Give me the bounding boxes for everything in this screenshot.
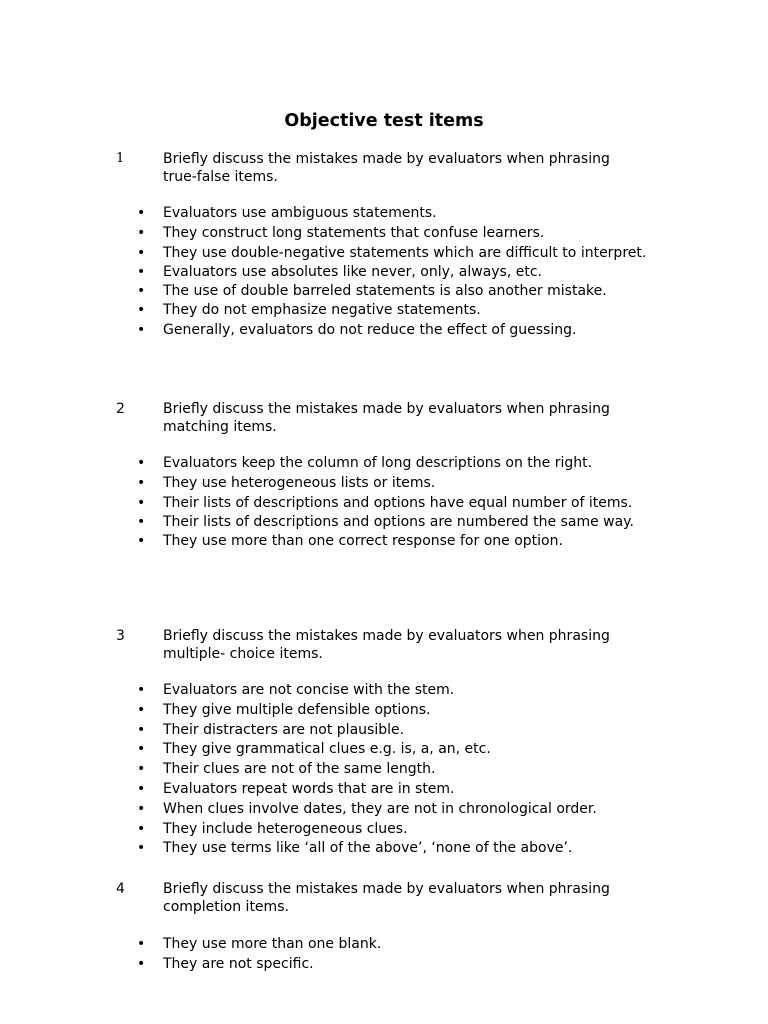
list-item [0, 263, 653, 283]
list-item [0, 780, 653, 800]
bullet-icon: • [137, 936, 146, 952]
bullet-icon: • [137, 494, 146, 511]
question-text: Briefly discuss the mistakes made by evaluators when phrasing multiple- choice items. [163, 628, 610, 662]
list-item-text: They use double-negative statements which are difficult to interpret. [163, 244, 647, 261]
question-number: 4 [116, 881, 125, 897]
bullet-icon: • [137, 224, 146, 241]
list-item [0, 513, 653, 532]
bullet-list [0, 935, 768, 975]
list-item-text: Generally, evaluators do not reduce the effect of guessing. [163, 322, 577, 339]
list-item [0, 681, 653, 701]
bullet-icon: • [137, 322, 146, 339]
list-item [0, 321, 653, 341]
bullet-icon: • [137, 721, 146, 738]
bullet-icon: • [137, 780, 146, 797]
bullet-icon: • [137, 205, 146, 221]
bullet-icon: • [137, 532, 146, 549]
question-number: 1 [116, 151, 125, 166]
list-item [0, 760, 653, 780]
list-item [0, 800, 653, 820]
list-item-text: Evaluators repeat words that are in stem. [163, 780, 455, 797]
bullet-icon: • [137, 761, 146, 778]
list-item-text: Evaluators keep the column of long descriptions on the right. [163, 455, 593, 471]
question-text: Briefly discuss the mistakes made by evaluators when phrasing completion items. [163, 881, 610, 915]
question-text: Briefly discuss the mistakes made by evaluators when phrasing matching items. [163, 401, 610, 435]
list-item-text: They use terms like ‘all of the above’, ‘none of the above’. [163, 840, 573, 857]
list-item-text: They use more than one blank. [163, 936, 382, 952]
list-item [0, 532, 653, 552]
bullet-icon: • [137, 302, 146, 319]
list-item-text: Their lists of descriptions and options are numbered the same way. [163, 513, 634, 530]
list-item [0, 224, 653, 244]
question-number: 2 [116, 401, 125, 417]
list-item [0, 701, 653, 721]
question-number: 3 [116, 628, 125, 644]
list-item-text: They use more than one correct response for one option. [163, 532, 563, 549]
bullet-icon: • [137, 263, 146, 280]
bullet-icon: • [137, 820, 146, 837]
list-item-text: They do not emphasize negative statements. [163, 302, 481, 319]
list-item [0, 204, 653, 224]
list-item-text: Their clues are not of the same length. [163, 761, 436, 778]
bullet-icon: • [137, 283, 146, 300]
list-item [0, 494, 653, 513]
bullet-icon: • [137, 800, 146, 817]
list-item-text: They use heterogeneous lists or items. [163, 474, 436, 491]
list-item-text: Evaluators are not concise with the stem. [163, 682, 455, 698]
list-item [0, 740, 653, 760]
list-item-text: Their lists of descriptions and options have equal number of items. [163, 494, 633, 511]
bullet-list [0, 681, 768, 859]
bullet-icon: • [137, 513, 146, 530]
list-item-text: Their distracters are not plausible. [163, 721, 405, 738]
page-title: Objective test items [284, 111, 484, 131]
list-item-text: They give multiple defensible options. [163, 701, 431, 718]
list-item [0, 935, 653, 955]
list-item-text: When clues involve dates, they are not in chronological order. [163, 800, 597, 817]
list-item-text: Evaluators use ambiguous statements. [163, 205, 437, 221]
bullet-icon: • [137, 244, 146, 261]
list-item [0, 721, 653, 741]
list-item [0, 839, 653, 859]
list-item-text: The use of double barreled statements is also another mistake. [163, 283, 607, 300]
bullet-icon: • [137, 955, 146, 972]
bullet-icon: • [137, 455, 146, 471]
list-item [0, 454, 653, 474]
list-item-text: They are not specific. [163, 955, 314, 972]
bullet-icon: • [137, 474, 146, 491]
bullet-icon: • [137, 682, 146, 698]
bullet-list [0, 204, 768, 341]
list-item [0, 955, 653, 975]
list-item-text: They construct long statements that confuse learners. [163, 224, 545, 241]
list-item [0, 474, 653, 494]
list-item [0, 301, 653, 321]
bullet-list [0, 454, 768, 551]
bullet-icon: • [137, 840, 146, 857]
list-item-text: Evaluators use absolutes like never, only, always, etc. [163, 263, 543, 280]
list-item-text: They give grammatical clues e.g. is, a, an, etc. [163, 741, 491, 758]
bullet-icon: • [137, 701, 146, 718]
question-text: Briefly discuss the mistakes made by evaluators when phrasing true-false items. [163, 151, 610, 185]
list-item-text: They include heterogeneous clues. [163, 820, 408, 837]
list-item [0, 244, 653, 263]
bullet-icon: • [137, 741, 146, 758]
list-item [0, 820, 653, 840]
list-item [0, 282, 653, 301]
